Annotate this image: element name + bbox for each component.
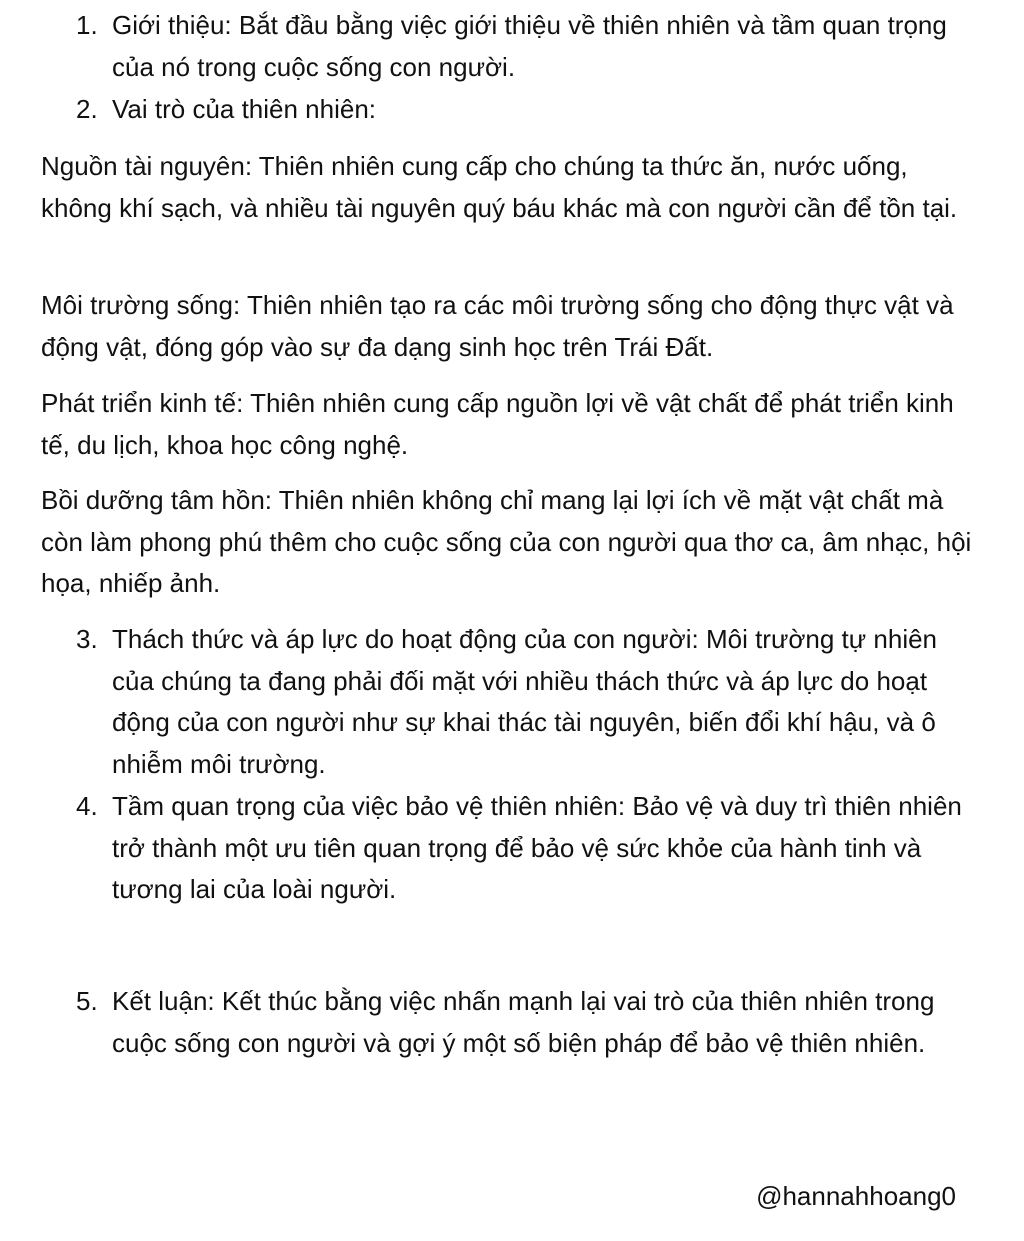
list-item	[76, 786, 976, 911]
list-number: 2.	[76, 94, 98, 124]
list-item-text: Vai trò của thiên nhiên:	[112, 94, 377, 124]
author-signature: @hannahhoang0	[756, 1181, 956, 1211]
list-item-text: Kết luận: Kết thúc bằng việc nhấn mạnh lại vai trò của thiên nhiên trong cuộc sống con người và gợi ý một số biện pháp để bảo vệ thiên nhiên.	[112, 986, 935, 1058]
list-item-text: Tầm quan trọng của việc bảo vệ thiên nhiên: Bảo vệ và duy trì thiên nhiên trở thành một ưu tiên quan trọng để bảo vệ sức khỏe của hành tinh và tương lai của loài người.	[112, 791, 962, 904]
paragraph-economy: Phát triển kinh tế: Thiên nhiên cung cấp nguồn lợi về vật chất để phát triển kinh tế, du lịch, khoa học công nghệ.	[41, 388, 954, 460]
list-item-text: Thách thức và áp lực do hoạt động của con người: Môi trường tự nhiên của chúng ta đang phải đối mặt với nhiều thách thức và áp lực do hoạt động của con người như sự khai thác tài nguyên, biến đổi khí hậu, và ô nhiễm môi trường.	[112, 624, 938, 779]
list-number: 5.	[76, 986, 98, 1016]
paragraph-resources: Nguồn tài nguyên: Thiên nhiên cung cấp cho chúng ta thức ăn, nước uống, không khí sạch, và nhiều tài nguyên quý báu khác mà con người cần để tồn tại.	[41, 151, 958, 223]
list-number: 4.	[76, 791, 98, 821]
list-number: 1.	[76, 10, 98, 40]
list-item	[76, 619, 976, 785]
paragraph-spirit: Bồi dưỡng tâm hồn: Thiên nhiên không chỉ mang lại lợi ích về mặt vật chất mà còn làm phong phú thêm cho cuộc sống của con người qua thơ ca, âm nhạc, hội họa, nhiếp ảnh.	[41, 485, 972, 598]
list-item	[76, 89, 976, 131]
paragraph-habitat: Môi trường sống: Thiên nhiên tạo ra các môi trường sống cho động thực vật và động vật, đóng góp vào sự đa dạng sinh học trên Trái Đất.	[41, 290, 954, 362]
list-item-text: Giới thiệu: Bắt đầu bằng việc giới thiệu về thiên nhiên và tầm quan trọng của nó trong cuộc sống con người.	[112, 10, 947, 82]
list-item	[76, 5, 976, 88]
list-item	[76, 981, 976, 1064]
list-number: 3.	[76, 624, 98, 654]
